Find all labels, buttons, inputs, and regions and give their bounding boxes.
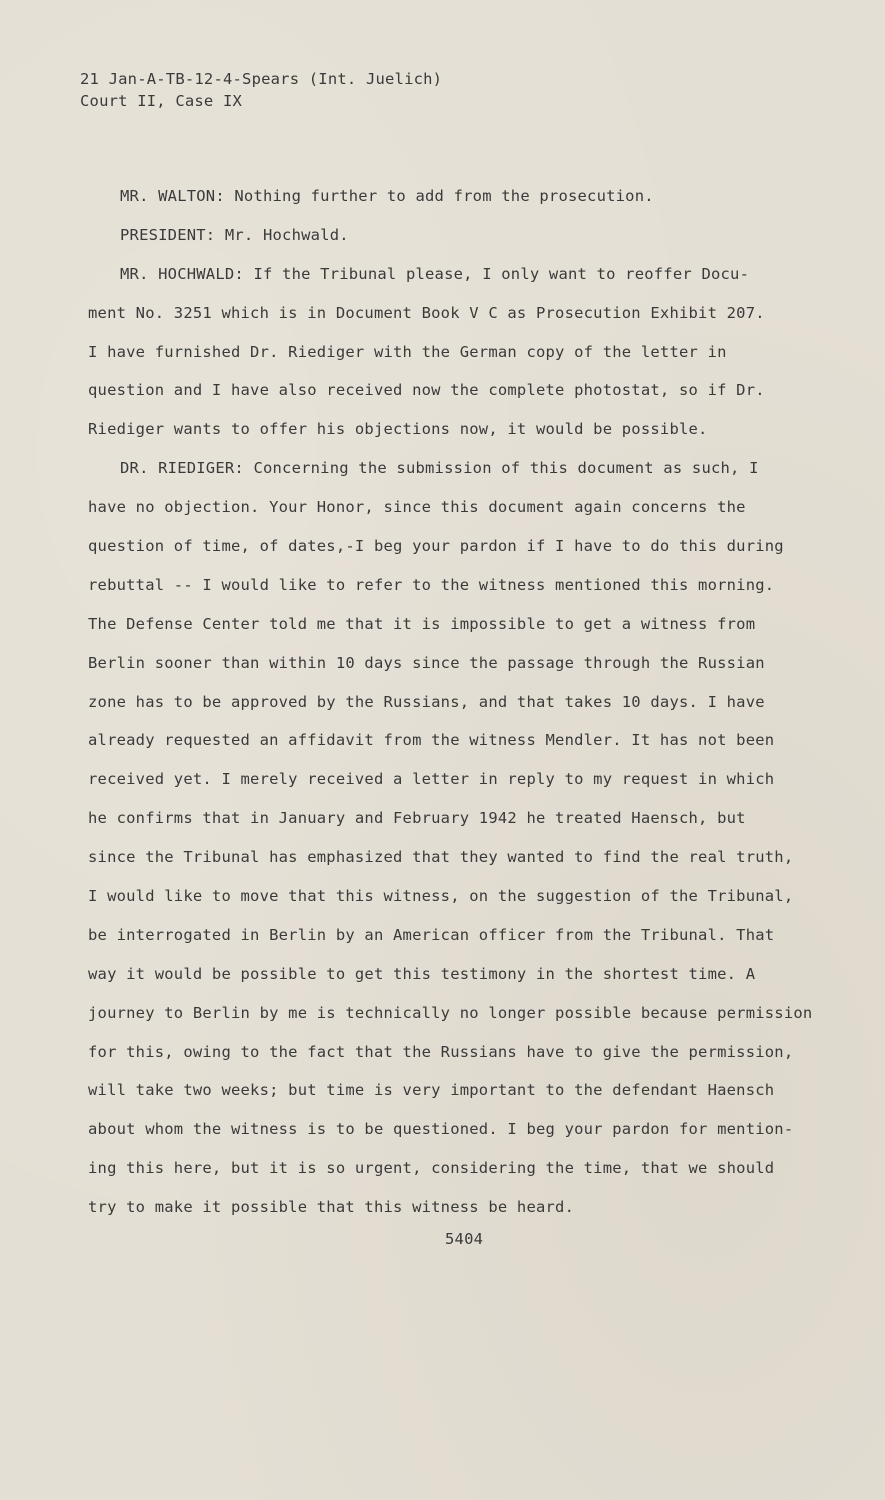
- transcript-line: received yet. I merely received a letter in reply to my request in which: [88, 770, 775, 789]
- transcript-line: ing this here, but it is so urgent, considering the time, that we should: [88, 1159, 775, 1178]
- transcript-line: I would like to move that this witness, on the suggestion of the Tribunal,: [88, 887, 794, 906]
- transcript-line: rebuttal -- I would like to refer to the witness mentioned this morning.: [88, 575, 775, 594]
- transcript-line: The Defense Center told me that it is impossible to get a witness from: [88, 614, 756, 633]
- header-court: Court II, Case IX: [80, 92, 243, 110]
- transcript-line: ment No. 3251 which is in Document Book V C as Prosecution Exhibit 207.: [88, 303, 765, 322]
- transcript-body: [88, 182, 833, 1232]
- transcript-line: be interrogated in Berlin by an American officer from the Tribunal. That: [88, 925, 775, 944]
- transcript-line: MR. WALTON: Nothing further to add from the prosecution.: [120, 187, 654, 205]
- transcript-line: try to make it possible that this witness be heard.: [88, 1198, 575, 1217]
- document-header: [80, 68, 442, 112]
- transcript-line: I have furnished Dr. Riediger with the German copy of the letter in: [88, 342, 727, 361]
- header-reference: 21 Jan-A-TB-12-4-Spears (Int. Juelich): [80, 70, 443, 88]
- transcript-line: question of time, of dates,-I beg your pardon if I have to do this during: [88, 537, 784, 556]
- transcript-line: already requested an affidavit from the witness Mendler. It has not been: [88, 731, 775, 750]
- transcript-line: way it would be possible to get this testimony in the shortest time. A: [88, 964, 756, 983]
- page-number: 5404: [445, 1230, 484, 1248]
- transcript-line: will take two weeks; but time is very important to the defendant Haensch: [88, 1081, 775, 1100]
- transcript-line: since the Tribunal has emphasized that they wanted to find the real truth,: [88, 848, 794, 867]
- transcript-line: Riediger wants to offer his objections now, it would be possible.: [88, 420, 708, 439]
- transcript-line: question and I have also received now the complete photostat, so if Dr.: [88, 381, 765, 400]
- transcript-line: journey to Berlin by me is technically no longer possible because permission: [88, 1003, 813, 1022]
- transcript-line: DR. RIEDIGER: Concerning the submission of this document as such, I: [120, 459, 759, 478]
- transcript-line: Berlin sooner than within 10 days since the passage through the Russian: [88, 653, 765, 672]
- transcript-line: have no objection. Your Honor, since this document again concerns the: [88, 498, 746, 517]
- transcript-line: PRESIDENT: Mr. Hochwald.: [120, 225, 349, 244]
- transcript-line: about whom the witness is to be questioned. I beg your pardon for mention-: [88, 1120, 794, 1139]
- transcript-line: for this, owing to the fact that the Russians have to give the permission,: [88, 1042, 794, 1061]
- transcript-line: he confirms that in January and February 1942 he treated Haensch, but: [88, 809, 746, 828]
- transcript-line: zone has to be approved by the Russians, and that takes 10 days. I have: [88, 692, 765, 711]
- transcript-line: MR. HOCHWALD: If the Tribunal please, I only want to reoffer Docu-: [120, 264, 750, 283]
